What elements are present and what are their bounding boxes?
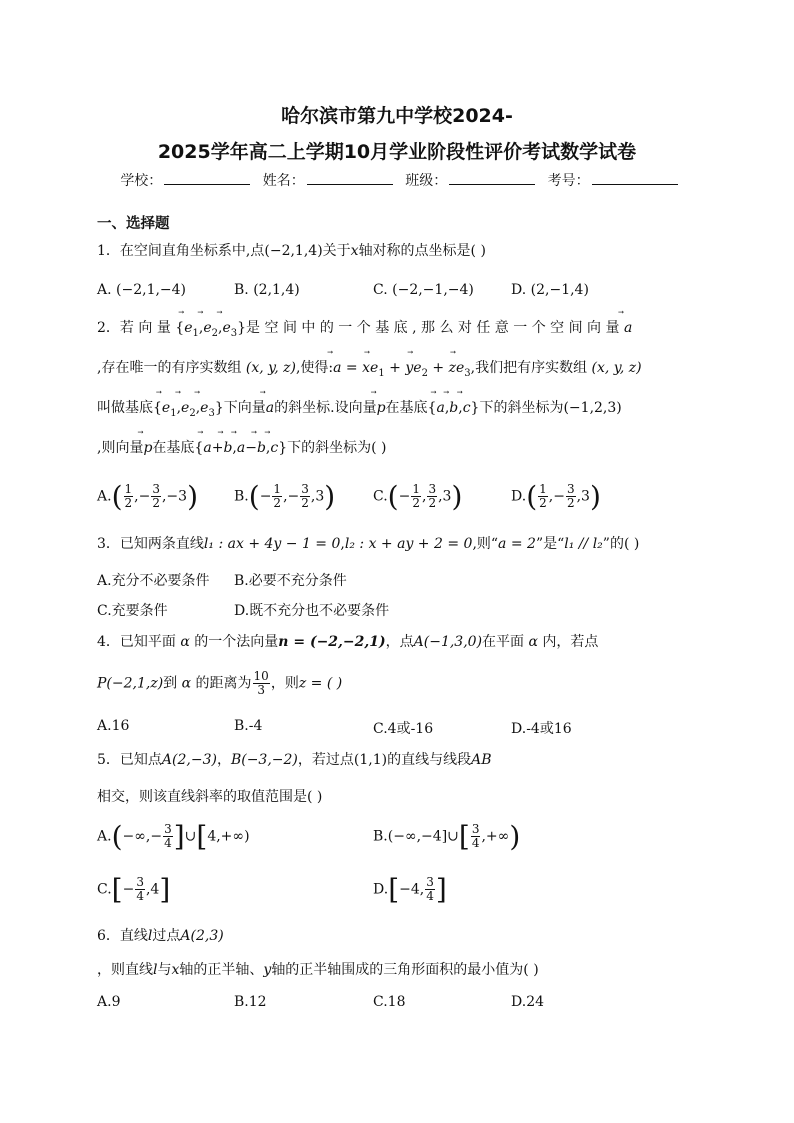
q1-text-c: 轴对称的点坐标是( ) [358, 243, 486, 259]
q4-text: ，则 [270, 675, 299, 692]
option-label: D. [373, 881, 389, 898]
q3-parallel: l₁ // l₂ [564, 536, 603, 552]
frac-num: 10 [253, 669, 269, 683]
frac-num: 3 [426, 874, 434, 889]
frac-num: 3 [301, 481, 309, 496]
q2-text: 的斜坐标.设向量 [274, 400, 377, 416]
frac-num: 1 [124, 481, 133, 496]
q2-text: 下向量 [223, 400, 266, 416]
q4-number: 4． [97, 634, 120, 650]
q4-text: 到 [163, 675, 178, 692]
q1-option-d[interactable] [511, 282, 589, 298]
frac-den: 4 [471, 836, 480, 850]
question-6-line-2 [97, 962, 539, 979]
question-4-line-2 [97, 670, 342, 697]
question-3 [97, 536, 639, 553]
q1-option-b[interactable] [234, 282, 300, 298]
option-label: A. [97, 718, 112, 734]
question-2-line-4 [97, 440, 387, 457]
q3-line-2: l₂ : x + ay + 2 = 0 [344, 536, 473, 552]
q4-option-c[interactable] [373, 718, 433, 738]
q6-text: ，则直线 [97, 962, 153, 978]
q5-option-a[interactable]: A.(−∞,− $\frac{3}{4}$ ]∪[4,+∞) [97, 820, 250, 853]
option-label: A. [97, 828, 112, 845]
q2-basis-abc: {⃗ a,⃗ b,⃗ c} [428, 400, 480, 416]
option-value: (2,1,4) [253, 282, 300, 298]
q2-basis-e: {⃗ $e_1,⃗$ $e_2,⃗$ $e_3$} [153, 400, 224, 416]
option-label: B. [234, 994, 249, 1010]
option-term: −∞,− [122, 828, 163, 845]
q4-text: 已知平面 [119, 634, 176, 650]
option-term: 4,+∞) [207, 828, 250, 845]
option-term: − [122, 881, 135, 898]
option-value: 24 [526, 994, 545, 1010]
exam-number-blank[interactable] [592, 170, 678, 185]
option-term: 3 [315, 488, 325, 505]
school-label: 学校： [120, 173, 163, 189]
option-value: (−2,1,−4) [116, 282, 187, 298]
option-value: 9 [111, 994, 121, 1010]
frac-num: 1 [412, 481, 420, 496]
q2-text: ,则向量 [97, 440, 144, 456]
option-value: (2,−1,4) [530, 282, 589, 298]
frac-den: 2 [566, 496, 575, 510]
option-label: C. [97, 881, 112, 898]
q5-text: ，若过点 [297, 752, 354, 768]
q2-vector-a: ⃗ a [266, 400, 274, 417]
option-value: 12 [248, 994, 267, 1010]
option-label: B. [234, 282, 249, 298]
q3-text: 已知两条直线 [119, 536, 204, 552]
option-value: -4 [248, 718, 263, 734]
option-term: ∪ [184, 828, 197, 845]
frac-num: 1 [273, 481, 282, 496]
q3-text: ”是“ [535, 536, 565, 552]
q2-option-b[interactable]: B.(− $\frac{1}{2}$ ,− $\frac{3}{2}$ ,3) [234, 480, 336, 513]
q5-option-c[interactable]: C.[− $\frac{3}{4}$ ,4] [97, 873, 171, 906]
option-label: D. [511, 488, 527, 505]
question-2-line-1 [97, 320, 632, 340]
frac-den: 2 [301, 496, 309, 510]
q5-option-b[interactable]: B.(−∞,−4]∪[ $\frac{3}{4}$ ,+∞) [373, 820, 521, 853]
exam-title-line-1: 哈尔滨市第九中学校2024- [281, 105, 513, 127]
frac-num: 1 [539, 481, 547, 496]
option-label: C. [373, 721, 388, 737]
q4-option-d[interactable] [511, 718, 572, 738]
q6-text: 直线 [119, 928, 148, 944]
q2-basis-e: {⃗ $e_1,⃗$ $e_2,⃗$ $e_3$} [175, 320, 246, 336]
q2-text: 下的斜坐标为 [479, 400, 564, 416]
frac-den: 2 [428, 496, 437, 510]
q1-option-c[interactable] [373, 282, 474, 298]
question-6-line-1 [97, 928, 224, 945]
frac-den: 2 [124, 496, 133, 510]
option-value: 4或-16 [387, 721, 434, 737]
name-blank[interactable] [307, 170, 393, 185]
q5-point: (1,1) [353, 752, 388, 768]
q4-normal: n = (−2,−2,1) [278, 634, 386, 650]
q5-number: 5． [97, 752, 120, 768]
option-label: C. [373, 282, 388, 298]
frac-den: 2 [539, 496, 547, 510]
q6-text: 过点 [152, 928, 181, 944]
q2-text: 若 向 量 [119, 320, 171, 336]
frac-den: 4 [164, 836, 172, 850]
q5-text: 已知点 [119, 752, 162, 768]
q2-text: 叫做基底 [97, 400, 153, 416]
option-label: D. [511, 282, 527, 298]
q2-tuple: (x, y, z) [245, 360, 296, 376]
q4-text: 在平面 [482, 634, 525, 650]
q2-vector-p: ⃗ p [377, 400, 386, 417]
option-label: A. [97, 282, 112, 298]
question-5-line-1 [97, 752, 492, 769]
option-value: 既不充分也不必要条件 [249, 603, 390, 619]
option-value: (−2,−1,−4) [392, 282, 474, 298]
option-value: -4或16 [526, 721, 572, 737]
q2-text: 在基底 [152, 440, 195, 456]
q5-segment: AB [471, 752, 492, 768]
q2-text: 下的斜坐标为( ) [287, 440, 387, 456]
option-value: 充分不必要条件 [111, 573, 210, 589]
q4-option-a[interactable] [97, 718, 129, 734]
option-label: A. [97, 573, 112, 589]
class-label: 班级： [405, 173, 448, 189]
option-value: 18 [387, 994, 406, 1010]
frac-num: 3 [471, 821, 480, 836]
q1-option-a[interactable] [97, 282, 186, 298]
q2-option-d[interactable]: D.( $\frac{1}{2}$ ,− $\frac{3}{2}$ ,3) [511, 480, 601, 513]
q2-option-a[interactable]: A.( $\frac{1}{2}$ ,− $\frac{3}{2}$ ,−3) [97, 480, 198, 513]
q6-number: 6． [97, 928, 120, 944]
q5-text: ， [216, 752, 231, 768]
q6-text: 轴的正半轴、 [179, 962, 264, 978]
frac-den: 2 [152, 496, 160, 510]
q6-option-d[interactable] [511, 994, 544, 1010]
option-value: 充要条件 [111, 603, 168, 619]
class-blank[interactable] [449, 170, 535, 185]
question-2-line-3 [97, 400, 622, 420]
frac-num: 3 [428, 481, 437, 496]
option-term: −4, [399, 881, 425, 898]
q2-number: 2． [97, 320, 120, 336]
q2-new-basis: {⃗ a+⃗ b,⃗ a−⃗ b,⃗ c} [194, 440, 287, 456]
q1-point: (−2,1,4) [264, 243, 323, 259]
q1-text-b: 关于 [322, 243, 351, 259]
q4-text: 的距离为 [195, 675, 252, 692]
frac-num: 3 [164, 821, 172, 836]
name-label: 姓名： [262, 173, 305, 189]
school-blank[interactable] [164, 170, 250, 185]
q3-option-c[interactable] [97, 600, 168, 620]
q3-text: ”的( ) [602, 536, 640, 552]
q4-alpha: α [181, 675, 192, 692]
q2-text: 在基底 [385, 400, 428, 416]
frac-den: 3 [257, 683, 265, 698]
question-5-line-2: 相交，则该直线斜率的取值范围是( ) [97, 789, 323, 805]
q4-text: ，点 [385, 634, 414, 650]
option-term: ,4 [145, 881, 160, 898]
q3-text: ,则“ [472, 536, 499, 552]
option-label: B. [234, 718, 249, 734]
q2-text: ,我们把有序实数组 [470, 360, 588, 376]
option-label: B. [234, 573, 249, 589]
option-label: A. [97, 488, 112, 505]
option-label: C. [373, 994, 388, 1010]
option-value: 16 [111, 718, 130, 734]
q1-axis: x [350, 243, 359, 259]
q2-text: ,存在唯一的有序实数组 [97, 360, 242, 376]
option-term: 3 [442, 488, 452, 505]
frac-den: 4 [426, 889, 434, 903]
q2-vector-p: ⃗ p [143, 440, 152, 457]
q4-point-p: P(−2,1,z) [97, 675, 164, 692]
option-term: 3 [581, 488, 590, 505]
q6-option-c[interactable] [373, 994, 406, 1010]
option-term: ,+∞ [481, 828, 510, 845]
frac-den: 4 [136, 889, 144, 903]
q3-line-1: l₁ : ax + 4y − 1 = 0 [203, 536, 341, 552]
frac-num: 3 [136, 874, 144, 889]
q2-vector-a: ⃗ a [624, 320, 632, 337]
q6-text: 与 [157, 962, 172, 978]
option-label: D. [511, 994, 527, 1010]
q2-decomposition: ⃗ a = x⃗ $e_1$ + y⃗ $e_2$ + z⃗ $e_3$ [333, 360, 471, 376]
q4-z: z = ( ) [298, 675, 343, 692]
q3-condition: a = 2 [498, 536, 536, 552]
q6-y: y [263, 962, 272, 978]
q4-alpha: α [180, 634, 190, 650]
option-label: B. [373, 828, 388, 845]
q1-number: 1． [97, 243, 120, 259]
exam-number-label: 考号： [547, 173, 590, 189]
q3-option-b[interactable] [234, 570, 347, 590]
question-2-line-2 [97, 360, 642, 380]
q4-alpha: α [528, 634, 538, 650]
q4-text: 的一个法向量 [194, 634, 279, 650]
q5-point-a: A(2,−3) [161, 752, 217, 768]
q3-text: , [340, 536, 345, 552]
q4-text: 内，若点 [542, 634, 599, 650]
q2-text: 是 空 间 中 的 一 个 基 底 , 那 么 对 任 意 一 个 空 间 向 量 [246, 320, 620, 336]
exam-title-line-2: 2025学年高二上学期10月学业阶段性评价考试数学试卷 [157, 141, 637, 163]
option-term: −3 [166, 488, 188, 505]
option-term: (−∞,−4]∪ [387, 828, 459, 845]
q6-line: l [153, 962, 158, 978]
q1-text-a: 在空间直角坐标系中,点 [119, 243, 265, 259]
option-label: B. [234, 488, 249, 505]
q6-x: x [171, 962, 180, 978]
option-label: D. [234, 603, 250, 619]
q3-number: 3． [97, 536, 120, 552]
q2-text: ,使得: [295, 360, 334, 376]
q2-coord: (−1,2,3) [563, 400, 622, 416]
option-label: C. [373, 488, 388, 505]
q4-option-b[interactable] [234, 718, 262, 734]
q5-text: 的直线与线段 [387, 752, 472, 768]
frac-num: 3 [152, 481, 160, 496]
q6-point: A(2,3) [180, 928, 224, 944]
frac-num: 3 [566, 481, 575, 496]
student-info-fields [0, 170, 794, 190]
frac-den: 2 [412, 496, 420, 510]
question-4-line-1 [97, 634, 598, 651]
q2-option-c[interactable]: C.(− $\frac{1}{2}$ , $\frac{3}{2}$ ,3) [373, 480, 463, 513]
option-label: C. [97, 603, 112, 619]
q3-option-a[interactable] [97, 570, 210, 590]
q3-option-d[interactable] [234, 600, 389, 620]
question-1 [97, 243, 486, 260]
q5-option-d[interactable]: D.[−4, $\frac{3}{4}$ ] [373, 873, 447, 906]
option-label: A. [97, 994, 112, 1010]
q4-point-a: A(−1,3,0) [413, 634, 483, 650]
section-heading: 一、选择题 [97, 216, 170, 232]
q6-option-b[interactable] [234, 994, 267, 1010]
q6-line: l [147, 928, 153, 944]
q5-point-b: B(−3,−2) [230, 752, 298, 768]
option-label: D. [511, 721, 527, 737]
q2-tuple: (x, y, z) [591, 360, 642, 376]
frac-den: 2 [273, 496, 282, 510]
q6-option-a[interactable] [97, 994, 120, 1010]
option-value: 必要不充分条件 [248, 573, 347, 589]
q6-text: 轴的正半轴围成的三角形面积的最小值为( ) [271, 962, 539, 978]
